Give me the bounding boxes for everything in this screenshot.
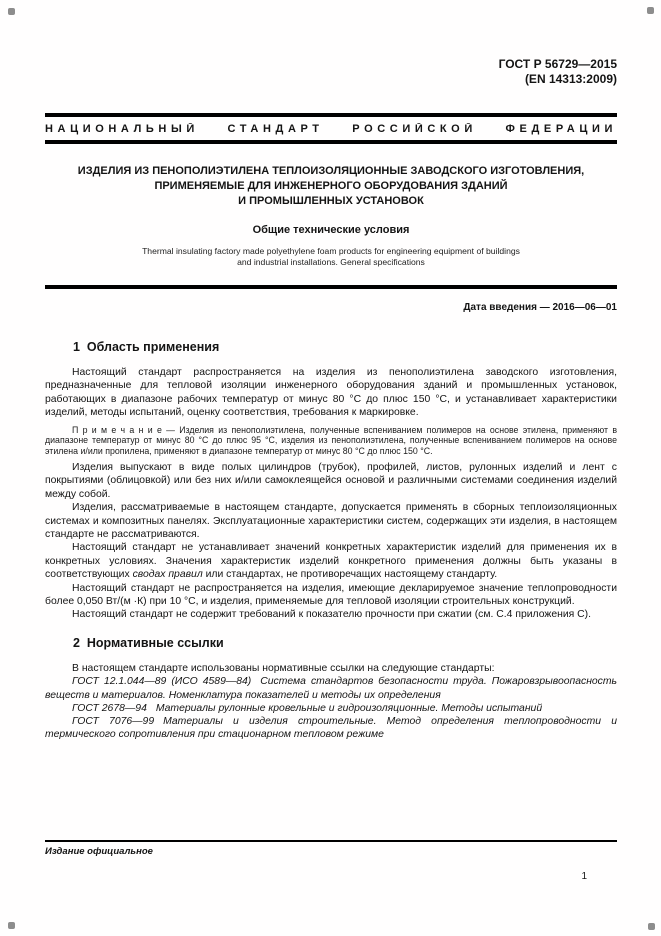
english-title-line: Thermal insulating factory made polyethylene foam products for engineering equipment of buildings: [142, 246, 520, 256]
reference-title: Система стандартов безопасности труда. Пожаровзрывоопасность веществ и материалов. Номенклатура показателей и методы их определения: [45, 676, 618, 701]
document-subtitle: Общие технические условия: [252, 224, 410, 236]
reference-code: ГОСТ 2678—94: [72, 702, 147, 714]
reference-item: [45, 702, 617, 715]
paragraph: Настоящий стандарт не распространяется на изделия, имеющие декларируемое значение теплопроводности более 0,050 Вт/(м ·К) при 10 °С, и изделия, применяемые для тепловой изоляции строительных конструкций.: [45, 582, 617, 608]
paragraph: Изделия выпускают в виде полых цилиндров (трубок), профилей, листов, рулонных изделий и лент с покрытиями (облицовкой) или без них и/или самоклеящейся основой и различными системами соединения изделий между собой.: [45, 462, 617, 500]
scan-corner-mark: [647, 7, 654, 14]
page-number: 1: [581, 871, 587, 882]
references-intro: В настоящем стандарте использованы нормативные ссылки на следующие стандарты:: [72, 662, 495, 674]
note-paragraph: П р и м е ч а н и е — Изделия из пенополиэтилена, полученные вспениванием полимеров на основе этилена, применяют в диапазоне температур от минус 80 °С до плюс 95 °С, изделия из пенополиэтилена, полученные вспениванием полимеров на основе этилена и/или пропилена, применяют в диапазоне температур от минус 80 °С до плюс 150 °С.: [45, 424, 617, 457]
paragraph: Настоящий стандарт распространяется на изделия из пенополиэтилена заводского изготовления, предназначенные для тепловой изоляции инженерного оборудования зданий и промышленных установок, работающих в диапазоне рабочих температур от минус 80 °С до плюс 150 °С, и устанавливает характеристики изделий, методы испытаний, оценку соответствия, требования к маркировке.: [45, 367, 617, 419]
standard-code: ГОСТ Р 56729—2015: [498, 57, 617, 71]
federation-banner: НАЦИОНАЛЬНЫЙ СТАНДАРТ РОССИЙСКОЙ ФЕДЕРАЦИИ: [45, 123, 617, 135]
standard-code-en: (EN 14313:2009): [524, 72, 617, 86]
section-heading-scope: 1 Область применения: [73, 340, 220, 354]
reference-code: ГОСТ 12.1.044—89 (ИСО 4589—84): [72, 676, 252, 688]
effective-date: Дата введения — 2016—06—01: [463, 302, 617, 313]
paragraph: Настоящий стандарт не содержит требований к показателю прочности при сжатии (см. С.4 приложения С).: [72, 609, 592, 621]
document-title-line: ИЗДЕЛИЯ ИЗ ПЕНОПОЛИЭТИЛЕНА ТЕПЛОИЗОЛЯЦИОННЫЕ ЗАВОДСКОГО ИЗГОТОВЛЕНИЯ,: [77, 165, 585, 177]
document-title: [45, 164, 617, 209]
title-rule: [45, 285, 617, 289]
scan-corner-mark: [8, 922, 15, 929]
section-heading-references: 2 Нормативные ссылки: [73, 635, 224, 650]
official-edition-imprint: Издание официальное: [45, 846, 153, 857]
document-title-english: [45, 246, 617, 268]
header-rule-top: [45, 113, 617, 117]
paragraph-text: или стандартах, не противоречащих настоящему стандарту.: [202, 569, 498, 581]
page-content: [45, 0, 617, 741]
scan-corner-mark: [648, 923, 655, 930]
reference-code: ГОСТ 7076—99: [72, 715, 155, 727]
header-rule-bottom: [45, 140, 617, 144]
paragraph: [45, 541, 617, 581]
footer-rule: [45, 840, 617, 842]
paragraph-italic-term: сводах правил: [132, 569, 203, 581]
english-title-line: and industrial installations. General specifications: [237, 257, 425, 267]
document-title-line: ПРИМЕНЯЕМЫЕ ДЛЯ ИНЖЕНЕРНОГО ОБОРУДОВАНИЯ ЗДАНИЙ: [154, 180, 508, 192]
reference-title: Материалы и изделия строительные. Метод определения теплопроводности и термического сопротивления при стационарном тепловом режиме: [45, 715, 617, 741]
scan-corner-mark: [8, 8, 15, 15]
document-title-line: И ПРОМЫШЛЕННЫХ УСТАНОВОК: [238, 195, 424, 207]
paragraph: Изделия, рассматриваемые в настоящем стандарте, допускается применять в сборных теплоизоляционных системах и композитных панелях. Эксплуатационные характеристики систем, содержащих эти изделия, в настоящем стандарте не рассматриваются.: [45, 502, 617, 541]
reference-item: [45, 715, 617, 741]
paragraph-text: Настоящий стандарт не устанавливает значений конкретных характеристик изделий для применения их в конкретных условиях. Значения характеристик изделий конкретного применения должны быть указаны в соответствующих: [45, 542, 617, 581]
reference-item: [45, 675, 617, 701]
reference-title: Материалы рулонные кровельные и гидроизоляционные. Методы испытаний: [155, 702, 543, 714]
